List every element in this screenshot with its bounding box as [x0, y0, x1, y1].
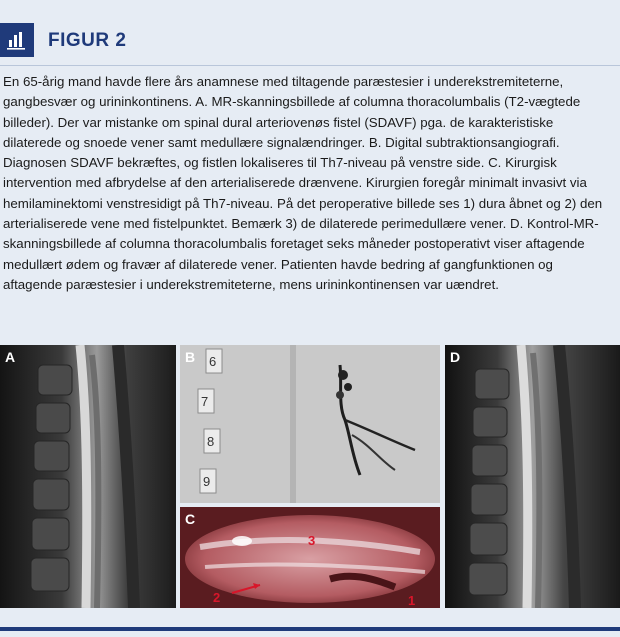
vertebra-label-8: 8 — [207, 434, 215, 449]
bottom-divider — [0, 627, 620, 631]
panel-c-label: C — [185, 511, 196, 527]
panel-a-mri-image — [0, 345, 176, 608]
vertebra-label-9: 9 — [203, 474, 211, 489]
header-divider — [0, 65, 620, 66]
marker-3: 3 — [308, 533, 316, 548]
marker-2: 2 — [213, 590, 221, 605]
figure-header — [0, 0, 620, 66]
vertebra-label-6: 6 — [209, 354, 217, 369]
vertebra-label-7: 7 — [201, 394, 209, 409]
panel-a-label: A — [5, 349, 16, 365]
marker-1: 1 — [408, 593, 416, 608]
panel-b-angiography-image — [180, 345, 440, 503]
panel-d-mri-image — [445, 345, 620, 608]
bar-chart-icon — [0, 23, 34, 57]
figure-label: FIGUR 2 — [48, 30, 127, 51]
figure-caption: En 65-årig mand havde flere års anamnese med tiltagende paræstesier i underekstremiteterne, gangbesvær og urininkontinens. A. MR-skanningsbillede af columna thoracolumbalis (T2-vægtede billeder). Der var mistanke om spinal dural arteriovenøs fistel (SDAVF) pga. de karakteristiske dilaterede og snoede vener samt medullære signalændringer. B. Digital subtraktionsangiografi. Diagnosen SDAVF bekræftes, og fistlen lokaliseres til Th7-niveau på venstre side. C. Kirurgisk intervention med afbrydelse af den arterialiserede drænvene. Kirurgien foregår minimalt invasivt via hemilaminektomi venstresidigt på Th7-niveau. På det peroperative billede ses 1) dura åbnet og 2) den arterialiserede vene med fistelpunktet. Bemærk 3) de dilaterede perimedullære vener. D. Kontrol-MR-skanningsbillede af columna thoracolumbalis foretaget seks måneder postoperativt viser aftagende medullært ødem og fravær af dilaterede vener. Patienten havde bedring af gangfunktionen og aftagende paræstesier i underekstremiteterne, mens urininkontinensen var uændret. — [3, 74, 603, 292]
panel-b-label: B — [185, 349, 196, 365]
panel-c-surgical-image — [180, 507, 440, 608]
panel-d-label: D — [450, 349, 461, 365]
